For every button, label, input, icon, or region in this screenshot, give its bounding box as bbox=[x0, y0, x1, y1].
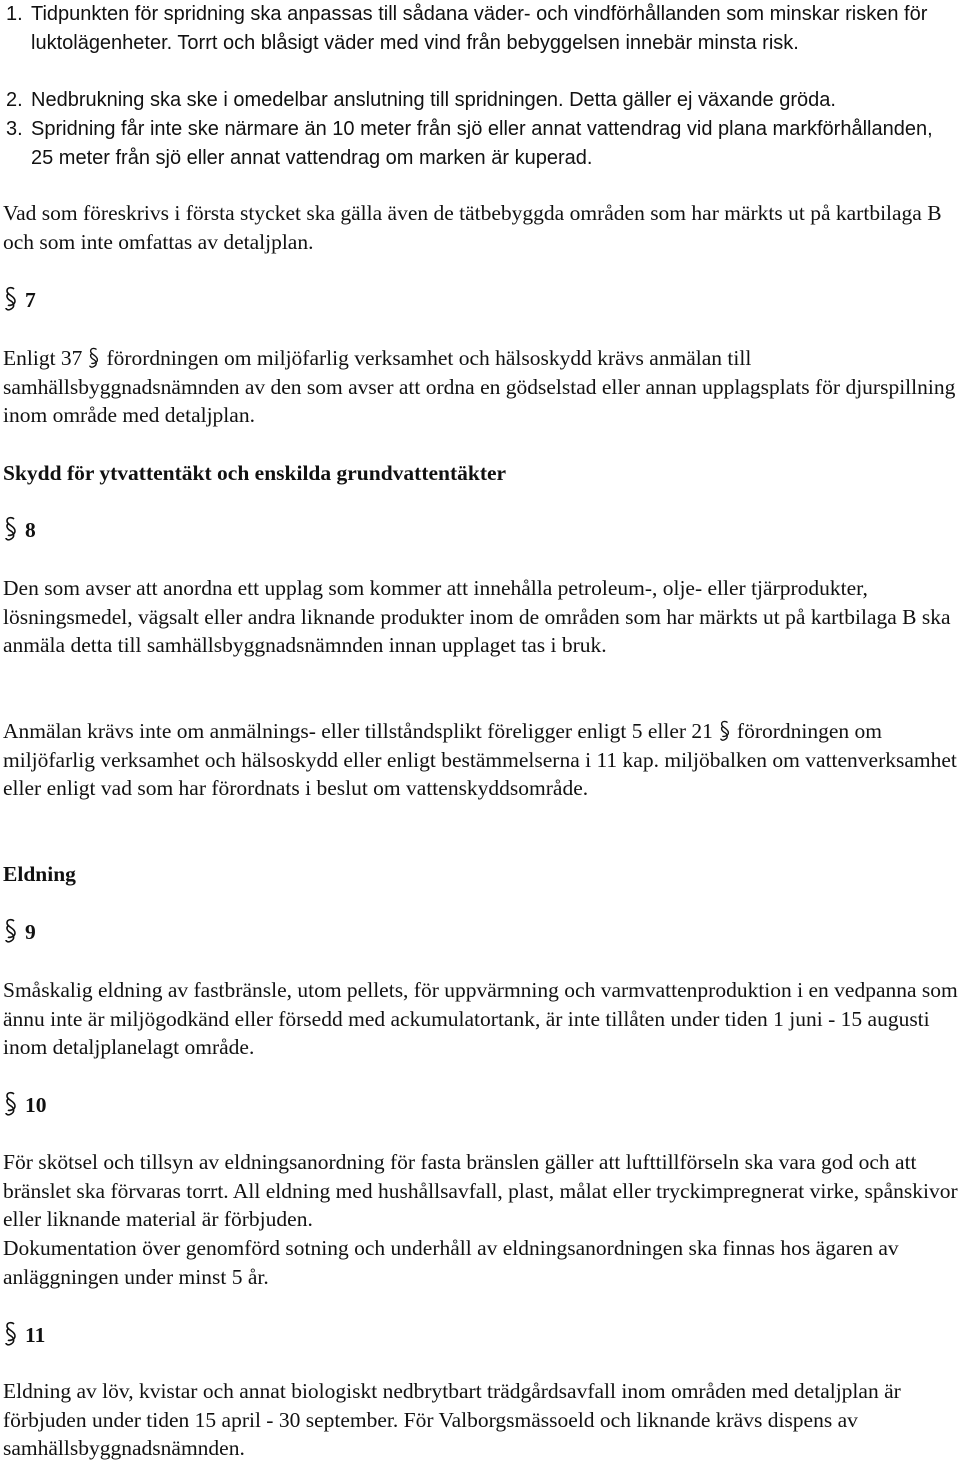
section-number: 7 bbox=[25, 288, 36, 312]
section-sign-icon bbox=[3, 516, 19, 542]
section-7-text-before: Enligt 37 bbox=[3, 346, 83, 370]
list-number: 2. bbox=[6, 89, 23, 111]
heading-eldning: Eldning bbox=[3, 862, 76, 886]
section-sign-icon bbox=[3, 918, 19, 944]
section-11-heading bbox=[3, 1321, 45, 1350]
section-7-text bbox=[3, 344, 958, 430]
list-text: Nedbrukning ska ske i omedelbar anslutning till spridningen. Detta gäller ej växande gröda. bbox=[31, 89, 836, 111]
section-9-heading bbox=[3, 918, 36, 947]
section-number: 11 bbox=[25, 1323, 46, 1347]
list-text: Spridning får inte ske närmare än 10 meter från sjö eller annat vattendrag vid plana markförhållanden, 25 meter från sjö eller annat vattendrag om marken är kuperad. bbox=[31, 118, 933, 169]
section-9-text: Småskalig eldning av fastbränsle, utom pellets, för uppvärmning och varmvattenproduktion i en vedpanna som ännu inte är miljögodkänd eller försedd med ackumulatortank, är inte tillåten under tiden 1 juni - 15 augusti inom detaljplanelagt område. bbox=[3, 978, 958, 1060]
section-8-p2-after: förordningen om miljöfarlig verksamhet och hälsoskydd eller enligt bestämmelserna i 11 kap. miljöbalken om vattenverksamhet eller enligt vad som har förordnats i beslut om vattenskyddsområde. bbox=[3, 719, 957, 801]
list-number: 3. bbox=[6, 118, 23, 140]
heading-skydd: Skydd för ytvattentäkt och enskilda grundvattentäkter bbox=[3, 461, 507, 485]
section-sign-icon bbox=[717, 720, 733, 742]
section-10-paragraph-2: Dokumentation över genomförd sotning och underhåll av eldningsanordningen ska finnas hos ägaren av anläggningen under minst 5 år. bbox=[3, 1236, 899, 1289]
section-sign-icon bbox=[3, 286, 19, 312]
section-sign-icon bbox=[86, 347, 102, 369]
section-number: 10 bbox=[25, 1093, 47, 1117]
section-8-p2-before: Anmälan krävs inte om anmälnings- eller tillståndsplikt föreligger enligt 5 eller 21 bbox=[3, 719, 713, 743]
list-text: Tidpunkten för spridning ska anpassas till sådana väder- och vindförhållanden som minskar risken för luktolägenheter. Torrt och blåsigt väder med vind från bebyggelsen innebär minsta risk. bbox=[31, 3, 928, 54]
section-8-heading bbox=[3, 516, 36, 545]
section-11-text: Eldning av löv, kvistar och annat biologiskt nedbrytbart trädgårdsavfall inom områden med detaljplan är förbjuden under tiden 15 april - 30 september. För Valborgsmässoeld och liknande krävs dispens av samhällsbyggnadsnämnden. bbox=[3, 1379, 901, 1461]
section-sign-icon bbox=[3, 1321, 19, 1347]
section-8-paragraph-1: Den som avser att anordna ett upplag som kommer att innehålla petroleum-, olje- eller tjärprodukter, lösningsmedel, vägsalt eller andra liknande produkter inom de områden som har märkts ut på kartbilaga B ska anmäla detta till samhällsbyggnadsnämnden innan upplaget tas i bruk. bbox=[3, 576, 951, 658]
section-number: 9 bbox=[25, 920, 36, 944]
section-7-text-after: förordningen om miljöfarlig verksamhet och hälsoskydd krävs anmälan till samhällsbyggnadsnämnden av den som avser att ordna en gödselstad eller annan upplagsplats för djurspillning inom område med detaljplan. bbox=[3, 346, 956, 428]
section-number: 8 bbox=[25, 518, 36, 542]
list-number: 1. bbox=[6, 3, 23, 25]
section-10-paragraph-1: För skötsel och tillsyn av eldningsanordning för fasta bränslen gäller att lufttillförseln ska vara god och att bränslet ska förvaras torrt. All eldning med hushållsavfall, plast, målat eller tryckimpregnerat virke, spånskivor eller liknande material är förbjuden. bbox=[3, 1150, 958, 1232]
section-10-heading bbox=[3, 1091, 47, 1120]
section-8-paragraph-2 bbox=[3, 717, 958, 803]
paragraph-after-list: Vad som föreskrivs i första stycket ska gälla även de tätbebyggda områden som har märkts ut på kartbilaga B och som inte omfattas av detaljplan. bbox=[3, 201, 942, 254]
section-7-heading bbox=[3, 286, 36, 315]
section-sign-icon bbox=[3, 1091, 19, 1117]
